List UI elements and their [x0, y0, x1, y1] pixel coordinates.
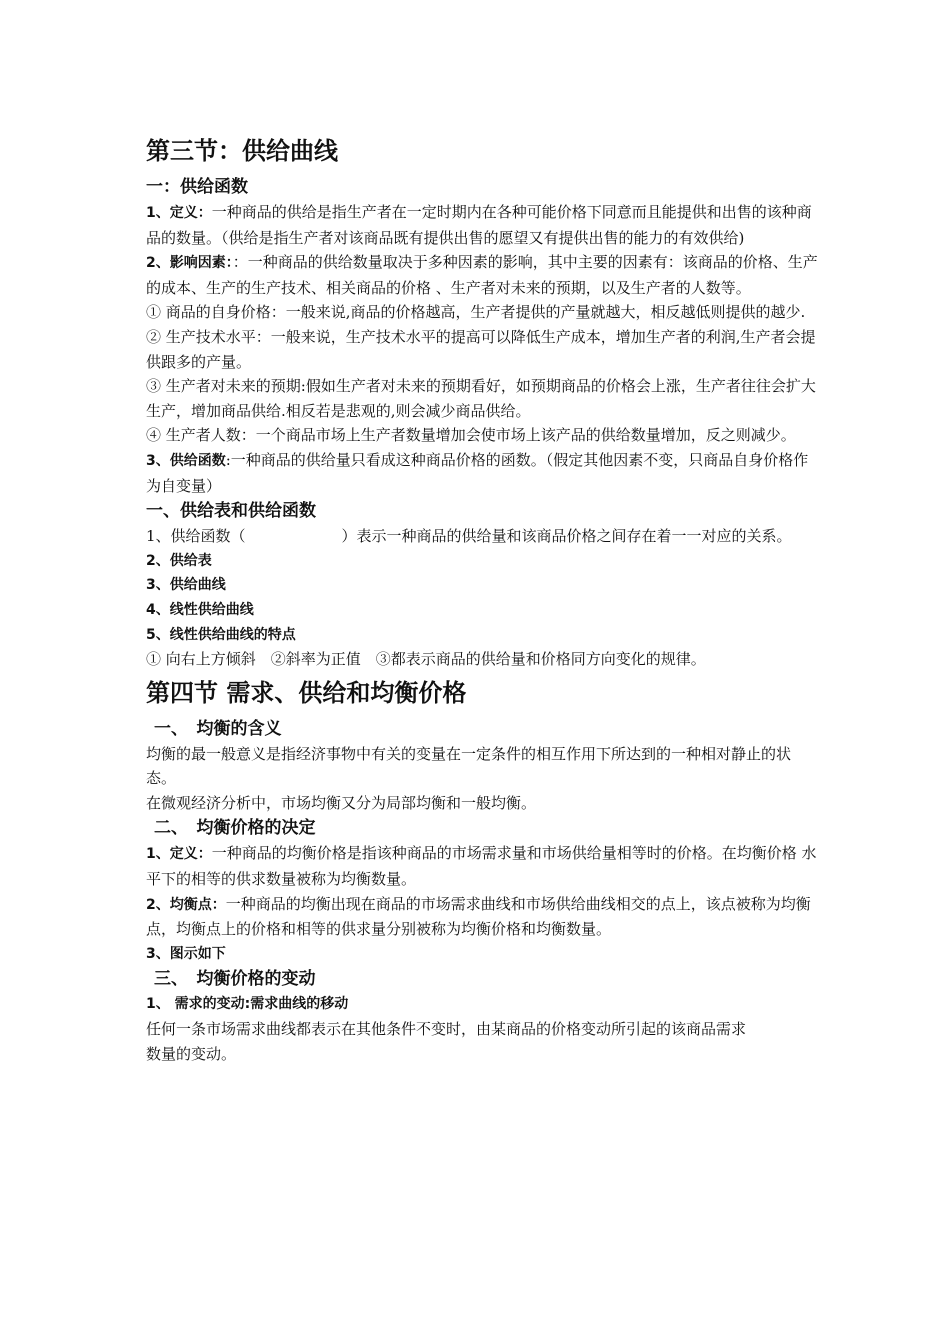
- definition-label: 1、定义：: [146, 205, 212, 221]
- demand-change-text-1: 任何一条市场需求曲线都表示在其他条件不变时，由某商品的价格变动所引起的该商品需求: [146, 1020, 747, 1039]
- equilibrium-meaning-heading: 一、 均衡的含义: [154, 718, 282, 739]
- equilibrium-point-paragraph: 2、均衡点：一种商品的均衡出现在商品的市场需求曲线和市场供给曲线相交的点上，该点被称为均衡点，均衡点上的价格和相等的供求量分别被称为均衡价格和均衡数量。: [146, 894, 811, 939]
- equilibrium-change-heading: 三、 均衡价格的变动: [154, 969, 316, 990]
- demand-change-text-2: 数量的变动。: [146, 1044, 237, 1063]
- equilibrium-point-label: 2、均衡点：: [146, 896, 226, 913]
- document-page: [146, 132, 818, 1066]
- equilibrium-types-text: 在微观经济分析中，市场均衡又分为局部均衡和一般均衡。: [146, 793, 537, 812]
- supply-function-definition: 1、供给函数（ ）表示一种商品的供给量和该商品价格之间存在着一一对应的关系。: [146, 527, 792, 546]
- linear-supply-curve-item: 4、线性供给曲线: [146, 601, 254, 618]
- supply-function-paragraph: 3、供给函数:一种商品的供给量只看成这种商品价格的函数。（假定其他因素不变，只商品自身价格作为自变量）: [146, 450, 809, 495]
- equilibrium-definition-label: 1、定义：: [146, 846, 212, 863]
- figure-caption-item: 3、图示如下: [146, 945, 226, 962]
- factors-label: 2、影响因素：: [146, 255, 233, 272]
- equilibrium-price-heading: 二、 均衡价格的决定: [154, 818, 316, 839]
- demand-change-label: 1、 需求的变动:需求曲线的移动: [146, 996, 349, 1013]
- factors-paragraph: 2、影响因素：：一种商品的供给数量取决于多种因素的影响，其中主要的因素有：该商品的价格、生产的成本、生产的生产技术、相关商品的价格 、生产者对未来的预期，以及生产者的人数等。: [146, 253, 818, 297]
- equilibrium-definition-paragraph: 1、定义：一种商品的均衡价格是指该种商品的市场需求量和市场供给量相等时的价格。在均衡价格 水平下的相等的供求数量被称为均衡数量。: [146, 844, 817, 889]
- section-4-title: 第四节 需求、供给和均衡价格: [146, 677, 467, 707]
- supply-function-label: 3、供给函数: [146, 452, 226, 469]
- section-3-title: 第三节：供给曲线: [146, 136, 338, 165]
- supply-table-heading: 一、供给表和供给函数: [146, 501, 316, 522]
- factor-item-1: ① 商品的自身价格：一般来说,商品的价格越高，生产者提供的产量就越大，相反越低则提供的越少.: [146, 303, 806, 322]
- equilibrium-meaning-text: 均衡的最一般意义是指经济事物中有关的变量在一定条件的相互作用下所达到的一种相对静止的状态。: [146, 744, 792, 788]
- supply-curve-item: 3、供给曲线: [146, 577, 226, 594]
- factor-item-4: ④ 生产者人数：一个商品市场上生产者数量增加会使市场上该产品的供给数量增加，反之则减少。: [146, 426, 796, 445]
- supply-function-heading: 一：供给函数: [146, 177, 248, 197]
- linear-curve-features-text: ① 向右上方倾斜 ②斜率为正值 ③都表示商品的供给量和价格同方向变化的规律。: [146, 650, 706, 669]
- factor-item-2: ② 生产技术水平：一般来说，生产技术水平的提高可以降低生产成本，增加生产者的利润,生产者会提供跟多的产量。: [146, 327, 816, 371]
- supply-table-item: 2、供给表: [146, 552, 212, 569]
- definition-paragraph: 1、定义：一种商品的供给是指生产者在一定时期内在各种可能价格下同意而且能提供和出售的该种商品的数量。（供给是指生产者对该商品既有提供出售的愿望又有提供出售的能力的有效供给): [146, 203, 812, 247]
- linear-curve-features-item: 5、线性供给曲线的特点: [146, 626, 296, 643]
- factor-item-3: ③ 生产者对未来的预期:假如生产者对未来的预期看好，如预期商品的价格会上涨，生产者往往会扩大生产，增加商品供给.相反若是悲观的,则会减少商品供给。: [146, 377, 816, 420]
